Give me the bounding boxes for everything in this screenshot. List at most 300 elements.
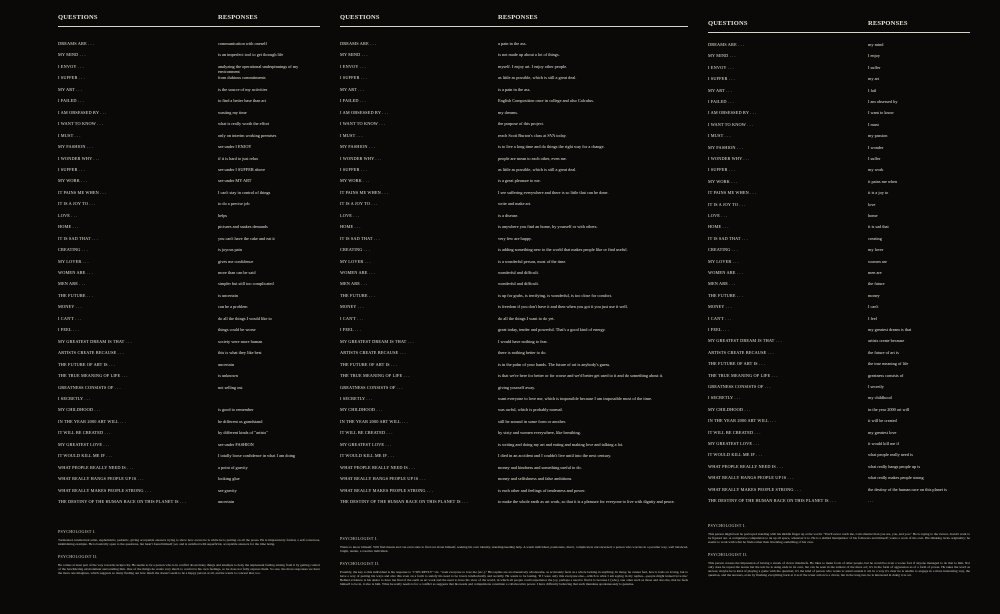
- qa-row: [58, 419, 320, 430]
- question-text: IT IS SAD THAT . . .: [58, 235, 98, 241]
- qa-row: [340, 362, 688, 373]
- qa-row: [58, 201, 320, 212]
- question-text: I ENVOY . . .: [58, 63, 84, 69]
- response-text: is not made up about a lot of things.: [498, 52, 560, 58]
- question-text: MY WORK . . .: [708, 178, 738, 184]
- question-text: WOMEN ARE . . .: [58, 270, 93, 275]
- question-text: THE FUTURE . . .: [340, 292, 375, 298]
- qa-row: [58, 98, 320, 109]
- question-text: I SUFFER . . .: [340, 75, 367, 81]
- qa-row: [340, 476, 688, 487]
- psychologist-title: PSYCHOLOGIST II.: [340, 561, 380, 566]
- qa-row: [340, 178, 688, 189]
- question-text: I MUST . . .: [340, 132, 363, 138]
- psychologist-notes: [708, 524, 970, 586]
- qa-row: [708, 122, 970, 133]
- response-text: I suffer: [868, 156, 881, 161]
- psychologist-text: Possibly, the key to this individual is his response to "I SECRETLY" viz. "want everyone to love me (etc.)." His replies are an obsessively wholesome, as accurately feels as a whole lacking in anything. In many, he cannot feel, how it feels on loving, but to have a way of putting his ways and also this even on a form to satisfy his need to be loved, intellectually and socially. He wants to be lasting. 'If I were only this everyone else—which is what I am saying in my replies—people might indeed love me.' Behind evidence is his desire to have me find of the earth as art work and the need to have his view of the world, in which all people could experience the joy, perhaps a need to find it is because I (who), one other such as those and also the, that he feels himself to be in, it also is him. What he really needs is for a conflict as suggests that his needs and compulsions constitute a collaborative power. I have difficulty believing that such mundane spontaneously is genuine.: [340, 570, 688, 586]
- response-text: is good to remember: [218, 407, 254, 413]
- response-text: it is sad that: [868, 224, 889, 230]
- response-text: I see suffering everywhere and there is so little that can be done.: [498, 189, 609, 195]
- psychologist-text: Tormented, intellectual artist, euphemistic, pedantic, giving acceptable answers trying to show how aware he is while he is putting on all the poses. He is impressively formal, a self-conscious, intimidating example. He is basically open to the questions, but hasn't found himself yet, and is satisfied with superficial, acceptable answers for the time being.: [58, 538, 320, 546]
- question-text: I WANT TO KNOW . . .: [58, 121, 104, 127]
- response-text: I can't stay in control of things: [218, 189, 271, 195]
- response-text: is anywhere you find an home, by yourself or with others.: [498, 224, 598, 230]
- response-text: see under MY ART: [218, 178, 252, 184]
- response-text: love: [868, 201, 876, 207]
- question-text: I ENVOY . . .: [340, 63, 366, 69]
- response-text: see under I SUFFER above: [218, 166, 266, 172]
- question-text: IT IS SAD THAT . . .: [708, 235, 748, 241]
- response-text: I am obsessed by: [868, 99, 898, 104]
- responses-header: RESPONSES: [498, 14, 538, 21]
- question-text: MONEY . . .: [340, 304, 364, 310]
- qa-row: [708, 350, 970, 361]
- response-text: society were more human: [218, 338, 263, 344]
- header-rule: [708, 32, 970, 33]
- question-text: I SECRETLY . . .: [708, 395, 741, 401]
- question-text: I CAN'T . . .: [708, 315, 732, 321]
- psychologist-notes: [58, 530, 320, 584]
- question-text: MY GREATEST DREAM IS THAT . . .: [708, 338, 782, 344]
- qa-row: [708, 475, 970, 486]
- qa-row: [340, 213, 688, 224]
- response-text: from dubious commitments: [218, 75, 266, 81]
- qa-row: [708, 99, 970, 110]
- qa-row: [340, 224, 688, 235]
- question-text: LOVE . . .: [58, 212, 78, 218]
- qa-row: [58, 396, 320, 407]
- question-text: LOVE . . .: [340, 212, 360, 218]
- qa-row: [340, 373, 688, 384]
- question-text: THE TRUE MEANING OF LIFE . . .: [58, 373, 128, 379]
- qa-row: [58, 327, 320, 338]
- qa-row: [58, 430, 320, 441]
- response-text: home: [868, 213, 878, 218]
- qa-row: [340, 385, 688, 396]
- question-text: I AM OBSESSED BY . . .: [708, 110, 757, 116]
- response-text: is a wonderful person, most of the time.: [498, 258, 567, 264]
- response-text: is a disease.: [498, 212, 519, 218]
- response-text: is uncertain: [218, 292, 238, 298]
- question-text: MY ART . . .: [340, 86, 365, 92]
- qa-row: [58, 64, 320, 75]
- qa-row: [708, 270, 970, 281]
- question-text: MONEY . . .: [58, 304, 82, 310]
- qa-row: [340, 293, 688, 304]
- qa-row: [340, 453, 688, 464]
- response-text: greatness consists of: [868, 372, 904, 378]
- response-text: see gravity: [218, 487, 237, 493]
- response-text: creating: [868, 235, 882, 241]
- response-text: this is what they like best: [218, 350, 262, 356]
- response-text: was awful, which is probably normal.: [498, 407, 563, 413]
- response-text: write and make art.: [498, 201, 532, 207]
- question-text: IT WILL BE CREATED . . .: [708, 429, 761, 435]
- question-text: I AM OBSESSED BY . . .: [340, 109, 389, 115]
- response-text: giving yourself away.: [498, 384, 536, 390]
- response-text: is in the palm of your hands. The future of art is anybody's guess.: [498, 361, 611, 367]
- question-text: I CAN'T . . .: [58, 315, 82, 321]
- response-text: helps: [218, 212, 228, 218]
- qa-row: [340, 144, 688, 155]
- question-text: THE FUTURE . . .: [708, 292, 743, 298]
- question-text: IT IS SAD THAT . . .: [340, 235, 380, 241]
- question-text: WHAT REALLY MAKES PEOPLE STRONG . . .: [708, 486, 801, 492]
- question-text: IT IS A JOY TO . . .: [340, 201, 378, 207]
- question-text: I CAN'T . . .: [340, 315, 364, 321]
- qa-row: [708, 293, 970, 304]
- response-text: I feel: [868, 315, 877, 321]
- response-text: men are: [868, 270, 882, 275]
- response-text: to do a precise job: [218, 201, 250, 207]
- response-text: uncertain: [218, 361, 234, 367]
- response-text: I wonder: [868, 144, 884, 150]
- panel-1: [58, 0, 320, 614]
- response-text: my passion: [868, 133, 888, 139]
- psychologist-block: [708, 553, 970, 577]
- question-text: DREAMS ARE . . .: [58, 41, 95, 46]
- qa-row: [708, 441, 970, 452]
- response-text: is to live a long time and do things the right way for a change.: [498, 144, 605, 150]
- response-text: the future of art is: [868, 349, 899, 355]
- psychologist-block: [340, 562, 688, 586]
- response-text: is unknown: [218, 373, 238, 379]
- response-text: money and selfishness and false ambitions.: [498, 476, 573, 482]
- psychologist-block: [708, 524, 970, 544]
- qa-row: [58, 87, 320, 98]
- response-text: simpler but still too complicated: [218, 281, 274, 287]
- qa-row: [58, 236, 320, 247]
- qa-row: [708, 395, 970, 406]
- question-text: IT WILL BE CREATED . . .: [340, 430, 393, 436]
- qa-row: [708, 281, 970, 292]
- qa-row: [708, 76, 970, 87]
- qa-row: [708, 498, 970, 509]
- qa-row: [58, 121, 320, 132]
- psychologist-text: He comes at least part of the way towards reciprocity. He seems to be a person who is in conflict about many things and attempts to deny the unpleasant feeling arising from it by getting control of the bewildering environment surrounding him. One of the things he wants very much to control is his own feelings, so he does not fully express them. So one, the more responses we have the more one imagines, which suggests so many finding out how much the doesn't seem to be a happy person at all, and he wants to conceal that, too.: [58, 563, 320, 575]
- qa-row: [708, 373, 970, 384]
- question-text: IT IS A JOY TO . . .: [58, 201, 96, 207]
- question-text: MY WORK . . .: [340, 178, 370, 184]
- qa-row: [58, 259, 320, 270]
- response-text: great today, tender and powerful. That's a good kind of energy.: [498, 327, 606, 333]
- qa-row: [708, 145, 970, 156]
- question-text: I WONDER WHY . . .: [340, 155, 382, 161]
- qa-row: [58, 488, 320, 499]
- response-text: if it is hard to just relax: [218, 155, 259, 161]
- qa-row: [340, 110, 688, 121]
- qa-row: [340, 327, 688, 338]
- question-text: IT PAINS ME WHEN . . .: [708, 190, 757, 196]
- response-text: English Composition once in college and also Calculus.: [498, 98, 594, 104]
- response-text: a point of gravity: [218, 464, 248, 470]
- question-text: WHAT REALLY MAKES PEOPLE STRONG . . .: [58, 487, 151, 493]
- question-text: THE DESTINY OF THE HUMAN RACE ON THIS PLANET IS . . .: [58, 499, 186, 504]
- question-text: MY LOVER . . .: [708, 258, 739, 264]
- column-headers: [58, 14, 320, 26]
- response-text: . . .: [868, 498, 874, 503]
- response-text: uncertain: [218, 499, 234, 504]
- response-text: I totally loose confidence in what I am doing: [218, 453, 296, 459]
- response-text: my greatest dream is that: [868, 327, 912, 332]
- qa-row: [708, 156, 970, 167]
- question-text: I MUST . . .: [58, 132, 81, 138]
- qa-row: [340, 121, 688, 132]
- question-text: MY MIND . . .: [708, 53, 736, 59]
- question-text: MY LOVER . . .: [340, 258, 371, 264]
- response-text: I suffer: [868, 64, 881, 70]
- response-text: I died in an accident and I couldn't live until into the next century.: [498, 453, 612, 459]
- question-text: I FAILED . . .: [340, 98, 367, 104]
- responses-header: RESPONSES: [218, 14, 258, 21]
- qa-row: [708, 407, 970, 418]
- qa-row: [708, 259, 970, 270]
- qa-row: [340, 442, 688, 453]
- response-text: it pains me when: [868, 178, 898, 184]
- questions-header: QUESTIONS: [58, 14, 98, 21]
- response-text: is that we're here for better or for worse and we'd better get used to it and do something about it.: [498, 373, 664, 379]
- response-text: money: [868, 292, 880, 298]
- qa-row: [340, 87, 688, 98]
- question-text: I WANT TO KNOW . . .: [708, 121, 754, 127]
- response-text: the purpose of this project.: [498, 121, 544, 127]
- question-text: I SUFFER . . .: [340, 166, 367, 172]
- response-text: analyzing the operational underpinnings of my environment: [218, 63, 299, 74]
- qa-row: [58, 52, 320, 63]
- response-text: wasting my time: [218, 109, 247, 115]
- qa-row: [340, 316, 688, 327]
- qa-row: [58, 247, 320, 258]
- question-text: WHAT REALLY HANGS PEOPLE UP IS . . .: [340, 476, 426, 482]
- response-text: it is a joy to: [868, 190, 889, 196]
- qa-row: [58, 476, 320, 487]
- question-text: I FEEL . . .: [58, 327, 79, 333]
- response-text: I must: [868, 121, 879, 127]
- response-text: the future: [868, 281, 885, 287]
- question-text: LOVE . . .: [708, 213, 728, 218]
- response-text: do all the things I want to do yet.: [498, 315, 555, 321]
- response-text: is up for grabs, is terrifying, is wonderful, is too close for comfort.: [498, 292, 613, 298]
- response-text: is a great pleasure to me.: [498, 178, 541, 184]
- qa-row: [708, 190, 970, 201]
- qa-row: [708, 236, 970, 247]
- response-text: I secretly: [868, 384, 884, 389]
- qa-row: [340, 236, 688, 247]
- response-text: looking glue: [218, 476, 240, 482]
- question-text: I FAILED . . .: [708, 99, 735, 104]
- question-text: WHAT REALLY MAKES PEOPLE STRONG . . .: [340, 487, 433, 493]
- question-text: IT PAINS ME WHEN . . .: [340, 189, 389, 195]
- qa-row: [708, 327, 970, 338]
- qa-row: [340, 281, 688, 292]
- response-text: to find a better base than art: [218, 98, 266, 104]
- question-text: IT WILL BE CREATED . . .: [58, 430, 111, 436]
- question-text: MY GREATEST DREAM IS THAT . . .: [340, 338, 414, 344]
- response-text: very few are happy.: [498, 235, 532, 241]
- response-text: to make the whole earth as art work, so that it is a pleasure for everyone to live with dignity and peace.: [498, 499, 675, 504]
- qa-row: [708, 110, 970, 121]
- question-text: MY FASHION . . .: [340, 144, 375, 150]
- qa-row: [708, 167, 970, 178]
- qa-row: [340, 41, 688, 52]
- qa-row: [708, 338, 970, 349]
- response-text: in the year 2000 art will: [868, 406, 910, 412]
- question-text: THE DESTINY OF THE HUMAN RACE ON THIS PLANET IS . . .: [708, 498, 836, 503]
- response-text: women are: [868, 258, 887, 264]
- header-rule: [58, 26, 320, 27]
- panel-3: [708, 0, 970, 614]
- qa-row: [58, 465, 320, 476]
- qa-row: [340, 201, 688, 212]
- question-text: MY ART . . .: [708, 87, 733, 93]
- question-text: I FAILED . . .: [58, 98, 85, 104]
- qa-row: [708, 384, 970, 395]
- qa-row: [58, 178, 320, 189]
- question-text: MY ART . . .: [58, 86, 83, 92]
- qa-row: [340, 52, 688, 63]
- psychologist-text: This person might best be portrayed standing with his middle finger up at the world. "You'll never catch me, I am smarter than you are, you, and you." He is saying to the viewer, doesn't want to be figured out. A compulsive compulsion to tie up all space, whatever it is. He is a skilled manipulator of his followers and himself; wants a work of his own. His thinking lacks originality; he seems to work with what he finds rather than inventing something of his own.: [708, 532, 970, 544]
- header-rule: [340, 26, 688, 27]
- response-text: what really makes people strong: [868, 475, 924, 481]
- question-text: MEN ARE . . .: [58, 281, 86, 287]
- response-text: it will be created: [868, 418, 897, 424]
- response-text: is freedom if you don't have it and then when you got it you just use it well.: [498, 304, 628, 310]
- response-text: my work: [868, 167, 884, 173]
- qa-row: [58, 213, 320, 224]
- response-text: only on interim working premises: [218, 132, 277, 138]
- response-text: still be around in some form or another.: [498, 418, 567, 424]
- response-text: it would kill me if: [868, 441, 900, 446]
- response-text: the true meaning of life: [868, 361, 909, 367]
- qa-row: [708, 65, 970, 76]
- qa-row: [340, 133, 688, 144]
- question-text: ARTISTS CREATE BECAUSE . . .: [340, 350, 406, 356]
- question-text: I WANT TO KNOW . . .: [340, 121, 386, 127]
- psychologist-block: [58, 530, 320, 546]
- question-text: THE FUTURE OF ART IS . . .: [340, 361, 398, 367]
- question-text: MY CHILDHOOD . . .: [340, 407, 383, 413]
- qa-row: [708, 430, 970, 441]
- psychologist-text: Wants to know himself. Will find means and can even state to find out about himself, seeking his own identity, standing/needing help. A warm individual, passionate, direct, complicated, unconcerned; a person who worries in a peculiar way, well balanced, bright, tender, a creative individual.: [340, 545, 688, 553]
- psychologist-title: PSYCHOLOGIST II.: [708, 552, 748, 557]
- response-text: more than can be said: [218, 270, 256, 275]
- qa-row: [58, 362, 320, 373]
- question-text: I SUFFER . . .: [58, 166, 85, 172]
- response-text: is each other and feelings of tenderness and power.: [498, 487, 586, 493]
- qa-row: [340, 430, 688, 441]
- response-text: what really hangs people up is: [868, 463, 921, 469]
- response-text: I can't: [868, 304, 879, 310]
- response-text: my dreams.: [498, 109, 519, 115]
- qa-row: [708, 316, 970, 327]
- question-text: WHAT PEOPLE REALLY NEED IS . . .: [708, 463, 784, 469]
- question-text: MY GREATEST LOVE . . .: [708, 441, 760, 446]
- question-text: IT WOULD KILL ME IF . . .: [58, 453, 113, 459]
- response-text: not selling out: [218, 384, 243, 390]
- column-headers: [708, 20, 970, 32]
- qa-row: [708, 133, 970, 144]
- question-text: I SECRETLY . . .: [340, 395, 373, 401]
- qa-row: [340, 75, 688, 86]
- question-text: MY MIND . . .: [58, 52, 86, 58]
- response-text: my greatest love: [868, 429, 897, 435]
- question-text: I ENVOY . . .: [708, 64, 734, 70]
- qa-row: [340, 350, 688, 361]
- response-text: what is really worth the effort: [218, 121, 270, 127]
- response-text: communication with oneself: [218, 41, 267, 46]
- question-text: MY LOVER . . .: [58, 258, 89, 264]
- qa-row: [708, 418, 970, 429]
- response-text: my childhood: [868, 395, 892, 401]
- question-text: WHAT REALLY HANGS PEOPLE UP IS . . .: [58, 476, 144, 482]
- response-text: want everyone to love me, which is impossible because I am impossible most of the time.: [498, 395, 653, 401]
- qa-row: [708, 247, 970, 258]
- response-text: my art: [868, 76, 880, 82]
- question-text: THE FUTURE OF ART IS . . .: [708, 361, 766, 367]
- psychologist-title: PSYCHOLOGIST I.: [58, 529, 96, 534]
- question-text: THE FUTURE OF ART IS . . .: [58, 361, 116, 367]
- qa-row: [58, 373, 320, 384]
- response-text: people are mean to each other, even me.: [498, 155, 567, 161]
- question-text: MEN ARE . . .: [708, 281, 736, 287]
- response-text: by different kinds of "artists": [218, 430, 268, 436]
- response-text: is a pain in the ass.: [498, 86, 531, 92]
- question-text: IT IS A JOY TO . . .: [708, 201, 746, 207]
- question-text: WHAT REALLY HANGS PEOPLE UP IS . . .: [708, 475, 794, 481]
- psychologist-text: This person creates the impression of having a streak of clever mischiefs. He likes to make fools of other people, but he would be even a worse fool if anyone managed to do that to him. Not only does he repeat the nouns but the text he is using ends in its own, but can be seen in the subtext of the mere act; it's in the form of aggression as of a form of power. He takes the word as answer, maybe he is kind of playing a game with the question; it's the kind of person who wants to stand outside it all, in a way it's clear he is unable to engage in a more interesting way, the question, and the answers, even by flushing everything back at it as if the wiser action is a clever, but in the long run, he is interested in doing it as art.: [708, 561, 970, 577]
- question-text: HOME . . .: [58, 224, 79, 230]
- qa-row: [340, 304, 688, 315]
- qa-row: [58, 350, 320, 361]
- qa-row: [340, 98, 688, 109]
- qa-row: [58, 110, 320, 121]
- response-text: pictures and snakes demands: [218, 224, 268, 230]
- question-text: WHAT PEOPLE REALLY NEED IS . . .: [340, 464, 416, 470]
- question-text: MY MIND . . .: [340, 52, 368, 58]
- question-text: MY GREATEST DREAM IS THAT . . .: [58, 338, 132, 344]
- psychologist-title: PSYCHOLOGIST II.: [58, 554, 98, 559]
- question-text: MEN ARE . . .: [340, 281, 368, 287]
- response-text: as little as possible, which is still a great deal.: [498, 75, 577, 81]
- response-text: there is nothing better to do.: [498, 350, 547, 356]
- response-text: artists create because: [868, 338, 905, 344]
- qa-row: [340, 167, 688, 178]
- question-text: CREATING . . .: [340, 247, 370, 253]
- qa-row: [58, 442, 320, 453]
- question-text: CREATING . . .: [708, 247, 738, 253]
- qa-row: [58, 407, 320, 418]
- qa-row: [340, 465, 688, 476]
- question-text: THE FUTURE . . .: [58, 292, 93, 298]
- response-text: money and kindness and something useful to do.: [498, 464, 582, 470]
- psychologist-title: PSYCHOLOGIST I.: [340, 536, 378, 541]
- qa-row: [340, 339, 688, 350]
- question-text: MY FASHION . . .: [708, 144, 743, 150]
- response-text: the destiny of the human race on this planet is: [868, 486, 947, 492]
- qa-row: [708, 202, 970, 213]
- question-text: MY FASHION . . .: [58, 144, 93, 150]
- psychologist-title: PSYCHOLOGIST I.: [708, 523, 746, 528]
- qa-row: [340, 64, 688, 75]
- qa-row: [58, 156, 320, 167]
- response-text: myself. I enjoy art. I enjoy other people.: [498, 63, 568, 69]
- qa-row: [340, 156, 688, 167]
- qa-row: [58, 281, 320, 292]
- question-text: I WONDER WHY . . .: [58, 155, 100, 161]
- response-text: things could be worse: [218, 327, 256, 333]
- qa-row: [340, 407, 688, 418]
